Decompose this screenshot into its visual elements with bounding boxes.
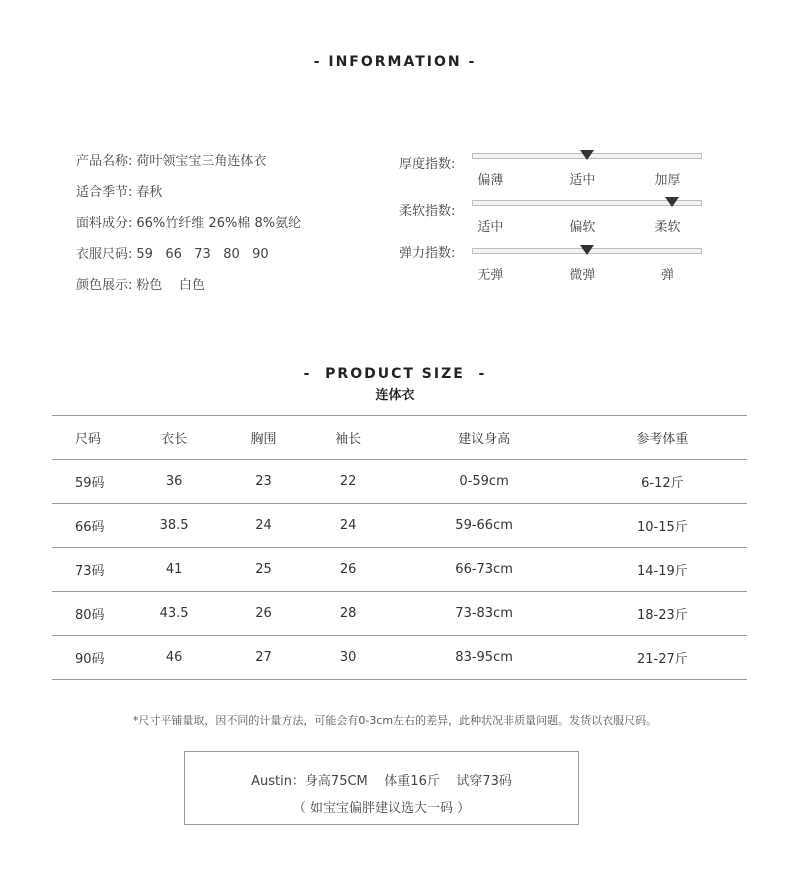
gauge-tick: 柔软 <box>654 220 681 235</box>
info-label: 衣服尺码: <box>76 247 133 262</box>
product-info-list <box>76 153 301 308</box>
table-cell: 38.5 <box>127 504 221 548</box>
info-label: 面料成分: <box>76 216 133 231</box>
gauge-marker <box>580 245 594 255</box>
model-info-line: Austin：身高75CM 体重16斤 试穿73码 <box>251 774 512 789</box>
gauge-tick: 加厚 <box>654 173 681 188</box>
product-size-title: - PRODUCT SIZE - <box>303 366 487 382</box>
table-cell: 0-59cm <box>390 460 577 504</box>
table-cell: 28 <box>306 592 391 636</box>
table-cell: 66-73cm <box>390 548 577 592</box>
gauge-tick: 适中 <box>477 220 504 235</box>
table-cell: 80码 <box>52 592 127 636</box>
table-cell: 24 <box>221 504 306 548</box>
table-cell: 6-12斤 <box>578 460 747 504</box>
table-cell: 23 <box>221 460 306 504</box>
table-cell: 59-66cm <box>390 504 577 548</box>
table-header-cell: 尺码 <box>52 416 127 460</box>
table-cell: 73-83cm <box>390 592 577 636</box>
info-value: 荷叶领宝宝三角连体衣 <box>136 154 267 169</box>
info-row-name <box>76 153 301 184</box>
table-cell: 73码 <box>52 548 127 592</box>
table-row <box>52 548 747 592</box>
size-table <box>52 415 747 680</box>
table-cell: 36 <box>127 460 221 504</box>
info-value: 粉色 白色 <box>136 278 205 293</box>
table-cell: 14-19斤 <box>578 548 747 592</box>
thickness-gauge <box>399 153 709 193</box>
table-header-cell: 袖长 <box>306 416 391 460</box>
table-cell: 26 <box>221 592 306 636</box>
measurement-note: *尺寸平铺量取，因不同的计量方法，可能会有0-3cm左右的差异，此种状况非质量问题。发货以衣服尺码。 <box>132 714 658 727</box>
table-cell: 90码 <box>52 636 127 680</box>
table-cell: 41 <box>127 548 221 592</box>
info-row-sizes <box>76 246 301 277</box>
info-label: 产品名称: <box>76 154 133 169</box>
table-cell: 27 <box>221 636 306 680</box>
table-header-cell: 建议身高 <box>390 416 577 460</box>
model-advice-line: （ 如宝宝偏胖建议选大一码 ） <box>292 801 471 816</box>
table-cell: 43.5 <box>127 592 221 636</box>
gauge-tick: 偏软 <box>569 220 596 235</box>
gauge-label: 柔软指数: <box>399 204 456 219</box>
table-header-cell: 胸围 <box>221 416 306 460</box>
info-row-season <box>76 184 301 215</box>
table-cell: 22 <box>306 460 391 504</box>
gauge-label: 厚度指数: <box>399 157 456 172</box>
table-cell: 24 <box>306 504 391 548</box>
product-size-subtitle: 连体衣 <box>375 388 415 403</box>
table-cell: 21-27斤 <box>578 636 747 680</box>
table-row <box>52 504 747 548</box>
table-cell: 30 <box>306 636 391 680</box>
gauge-tick: 偏薄 <box>477 173 504 188</box>
info-row-fabric <box>76 215 301 246</box>
table-cell: 26 <box>306 548 391 592</box>
table-cell: 10-15斤 <box>578 504 747 548</box>
info-label: 适合季节: <box>76 185 133 200</box>
info-value: 66%竹纤维 26%棉 8%氨纶 <box>136 216 302 231</box>
table-cell: 25 <box>221 548 306 592</box>
info-value: 59 66 73 80 90 <box>136 247 269 262</box>
model-info-box <box>184 751 579 825</box>
table-cell: 59码 <box>52 460 127 504</box>
table-row <box>52 460 747 504</box>
gauge-label: 弹力指数: <box>399 246 456 261</box>
table-row <box>52 592 747 636</box>
gauge-marker <box>580 150 594 160</box>
information-title: - INFORMATION - <box>313 54 477 70</box>
gauge-tick: 弹 <box>660 268 675 283</box>
gauge-marker <box>665 197 679 207</box>
table-cell: 18-23斤 <box>578 592 747 636</box>
gauge-tick: 适中 <box>569 173 596 188</box>
table-cell: 66码 <box>52 504 127 548</box>
table-header-row <box>52 416 747 460</box>
table-header-cell: 衣长 <box>127 416 221 460</box>
softness-gauge <box>399 200 709 240</box>
gauge-tick: 微弹 <box>569 268 596 283</box>
info-label: 颜色展示: <box>76 278 133 293</box>
table-row <box>52 636 747 680</box>
table-cell: 46 <box>127 636 221 680</box>
gauge-tick: 无弹 <box>477 268 504 283</box>
table-header-cell: 参考体重 <box>578 416 747 460</box>
info-value: 春秋 <box>136 185 163 200</box>
table-cell: 83-95cm <box>390 636 577 680</box>
elasticity-gauge <box>399 247 709 287</box>
info-row-colors <box>76 277 301 308</box>
